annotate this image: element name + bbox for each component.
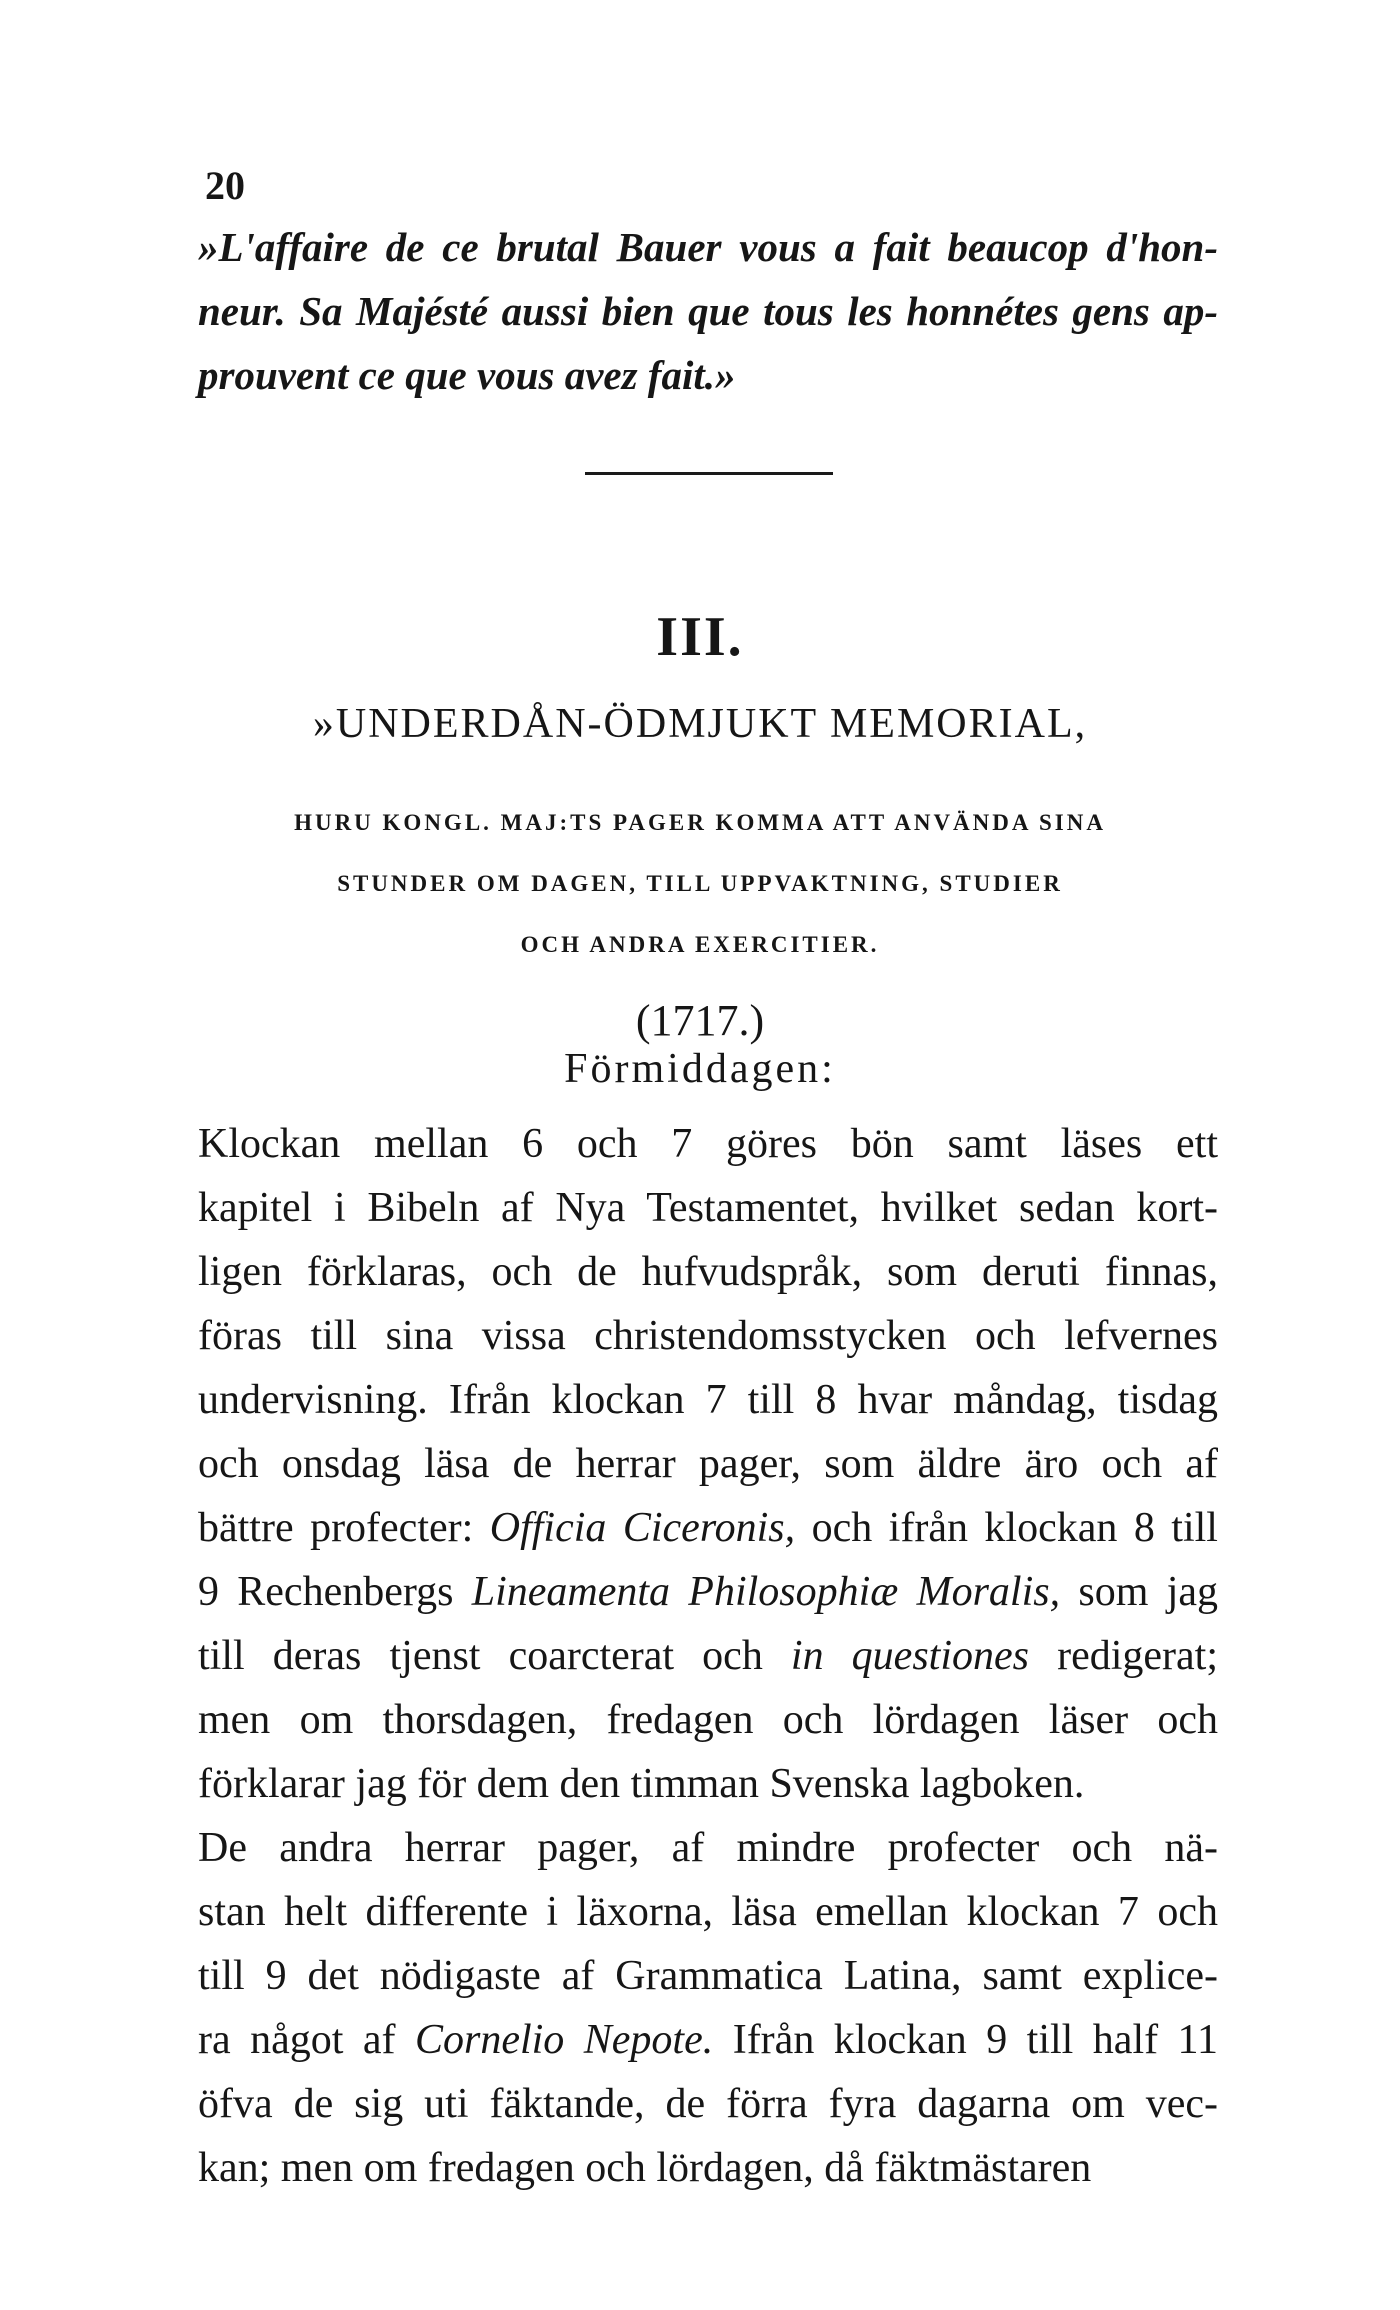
french-letter-quote (198, 215, 1218, 407)
text-segment: redigerat; (1029, 1633, 1218, 1679)
text-segment: ligen förklaras, och de hufvudspråk, som deruti finnas, (198, 1249, 1218, 1295)
body-text (198, 1112, 1218, 2200)
section-divider (585, 472, 833, 475)
text-segment: och ifrån klockan 8 till (795, 1505, 1218, 1551)
text-segment: ra något af (198, 2017, 415, 2063)
text-line (198, 2008, 1218, 2072)
letter-line: prouvent ce que vous avez fait.» (198, 352, 736, 398)
letter-line: »L'affaire de ce brutal Bauer vous a fait beaucop d'hon- (198, 224, 1218, 270)
text-line (198, 1240, 1218, 1304)
text-line (198, 1432, 1218, 1496)
text-segment: kan; men om fredagen och lördagen, då fäktmästaren (198, 2145, 1092, 2191)
text-segment: förklarar jag för dem den timman Svenska lagboken. (198, 1761, 1085, 1807)
text-line (198, 1624, 1218, 1688)
text-segment: undervisning. Ifrån klockan 7 till 8 hvar måndag, tisdag (198, 1377, 1218, 1423)
text-segment: Klockan mellan 6 och 7 göres bön samt läses ett (198, 1121, 1218, 1167)
text-segment: och onsdag läsa de herrar pager, som äldre äro och af (198, 1441, 1218, 1487)
text-line (198, 1112, 1218, 1176)
text-segment: stan helt differente i läxorna, läsa emellan klockan 7 och (198, 1889, 1218, 1935)
paragraph-1 (198, 1112, 1218, 1816)
section-title: »UNDERDÅN-ÖDMJUKT MEMORIAL, (312, 701, 1088, 747)
section-numeral: III. (656, 606, 744, 668)
text-segment: bättre profecter: (198, 1505, 490, 1551)
text-line (198, 2136, 1218, 2200)
text-segment: som jag (1060, 1569, 1219, 1615)
text-line (198, 2072, 1218, 2136)
text-line (198, 1176, 1218, 1240)
subtitle-line: HURU KONGL. MAJ:TS PAGER KOMMA ATT ANVÄNDA SINA (294, 810, 1106, 835)
subtitle-line: OCH ANDRA EXERCITIER. (520, 932, 880, 957)
page-number: 20 (205, 163, 245, 208)
text-line (198, 1752, 1218, 1816)
italic-phrase: Officia Ciceronis, (489, 1505, 796, 1551)
subtitle-line: STUNDER OM DAGEN, TILL UPPVAKTNING, STUDIER (337, 871, 1063, 896)
text-segment: Ifrån klockan 9 till half 11 (713, 2017, 1219, 2063)
text-segment: 9 Rechenbergs (198, 1569, 472, 1615)
text-line (198, 1688, 1218, 1752)
italic-phrase: Cornelio Nepote. (414, 2017, 714, 2063)
text-line (198, 1816, 1218, 1880)
paragraph-2 (198, 1816, 1218, 2200)
text-segment: föras till sina vissa christendomsstycken och lefvernes (198, 1313, 1218, 1359)
text-line (198, 1304, 1218, 1368)
part-heading: Förmiddagen: (564, 1046, 836, 1092)
text-line (198, 1880, 1218, 1944)
section-subtitle (170, 792, 1230, 975)
text-line (198, 1560, 1218, 1624)
text-segment: kapitel i Bibeln af Nya Testamentet, hvilket sedan kort- (198, 1185, 1218, 1231)
text-segment: öfva de sig uti fäktande, de förra fyra dagarna om vec- (198, 2081, 1218, 2127)
year-label: (1717.) (635, 996, 765, 1045)
italic-phrase: Lineamenta Philosophiæ Moralis, (471, 1569, 1061, 1615)
letter-line: neur. Sa Majésté aussi bien que tous les honnétes gens ap- (198, 288, 1218, 334)
italic-phrase: in questiones (790, 1633, 1029, 1679)
text-line (198, 1944, 1218, 2008)
text-segment: De andra herrar pager, af mindre profecter och nä- (198, 1825, 1218, 1871)
text-line (198, 1496, 1218, 1560)
text-segment: men om thorsdagen, fredagen och lördagen läser och (198, 1697, 1218, 1743)
text-line (198, 1368, 1218, 1432)
text-segment: till 9 det nödigaste af Grammatica Latina, samt explice- (198, 1953, 1218, 1999)
text-segment: till deras tjenst coarcterat och (198, 1633, 791, 1679)
